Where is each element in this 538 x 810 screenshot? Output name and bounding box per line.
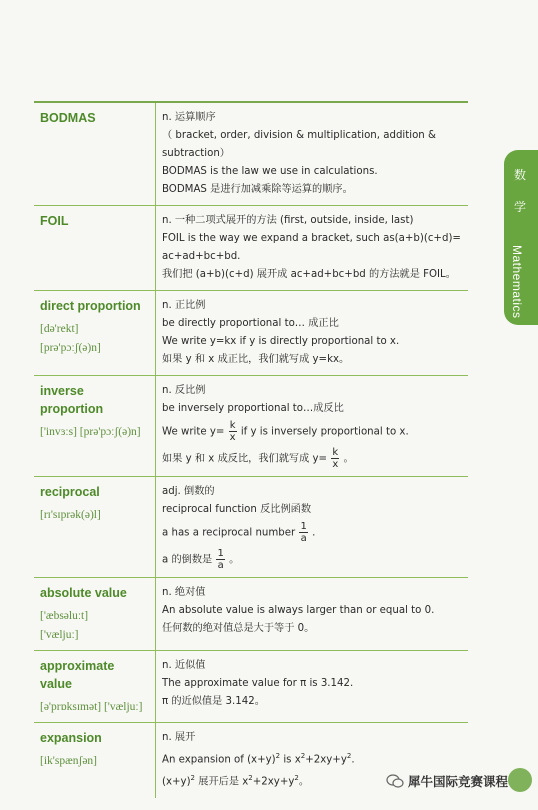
term: absolute value bbox=[40, 586, 127, 600]
side-tab-char: 学 bbox=[514, 200, 527, 214]
definition-cell bbox=[156, 376, 468, 476]
definition-cell bbox=[156, 477, 468, 577]
term: BODMAS bbox=[40, 111, 96, 125]
entry-bodmas bbox=[34, 103, 468, 206]
term: reciprocal bbox=[40, 485, 100, 499]
exponent: 2 bbox=[190, 774, 196, 783]
fraction-k-over-x bbox=[229, 420, 237, 443]
def-line: We write y=kx if y is directly proportional to x. bbox=[162, 336, 400, 347]
entry-approximate-value bbox=[34, 651, 468, 723]
term-cell bbox=[34, 206, 156, 290]
def-line bbox=[162, 548, 468, 571]
def-line: n. 一种二项式展开的方法 (first, outside, inside, last) bbox=[162, 215, 414, 226]
side-tab-label: Mathematics bbox=[510, 245, 524, 319]
watermark bbox=[386, 772, 508, 790]
exponent: 2 bbox=[300, 752, 306, 760]
exponent: 2 bbox=[294, 774, 299, 783]
term-cell bbox=[34, 651, 156, 722]
text: 。 bbox=[229, 554, 240, 566]
phonetic: [də'rekt] bbox=[40, 323, 79, 335]
text: a has a reciprocal number bbox=[162, 527, 296, 539]
entry-inverse-proportion bbox=[34, 376, 468, 477]
def-line: FOIL is the way we expand a bracket, such as(a+b)(c+d)= bbox=[162, 233, 461, 244]
term-cell bbox=[34, 103, 156, 205]
def-line: n. 绝对值 bbox=[162, 587, 206, 598]
definition-cell bbox=[156, 651, 468, 722]
def-line: n. 近似值 bbox=[162, 660, 206, 671]
phonetic: ['æbsəluːt] bbox=[40, 610, 89, 622]
term-cell bbox=[34, 578, 156, 650]
def-line bbox=[162, 447, 468, 470]
definition-cell bbox=[156, 103, 468, 205]
entry-foil bbox=[34, 206, 468, 291]
def-line: 我们把 (a+b)(c+d) 展开成 ac+ad+bc+bd 的方法就是 FOIL。 bbox=[162, 269, 456, 280]
entry-absolute-value bbox=[34, 578, 468, 651]
text: . bbox=[351, 754, 355, 766]
def-line: BODMAS is the law we use in calculations. bbox=[162, 166, 378, 177]
term-line: proportion bbox=[40, 402, 104, 416]
definition-cell bbox=[156, 206, 468, 290]
phonetic: [ə'prɒksɪmət] ['væljuː] bbox=[40, 701, 143, 713]
mathematics-side-tab bbox=[504, 150, 538, 325]
def-line bbox=[162, 420, 468, 443]
def-line: n. 反比例 bbox=[162, 385, 206, 396]
def-line: ac+ad+bc+bd. bbox=[162, 251, 241, 262]
numerator: k bbox=[332, 447, 339, 458]
def-line: reciprocal function 反比例函数 bbox=[162, 504, 312, 515]
phonetic: ['invɜːs] [prə'pɔːʃ(ə)n] bbox=[40, 426, 141, 438]
def-line: An absolute value is always larger than or equal to 0. bbox=[162, 605, 435, 616]
side-tab-char: 数 bbox=[514, 168, 527, 182]
fraction-1-over-a bbox=[299, 521, 307, 544]
text: is x bbox=[280, 754, 301, 766]
text: 。 bbox=[343, 453, 354, 465]
def-line: n. 正比例 bbox=[162, 300, 206, 311]
text: if y is inversely proportional to x. bbox=[240, 426, 409, 438]
def-line bbox=[162, 521, 468, 544]
numerator: 1 bbox=[217, 548, 224, 559]
text: a 的倒数是 bbox=[162, 554, 213, 566]
def-line: n. 展开 bbox=[162, 732, 196, 743]
def-line: be directly proportional to… 成正比 bbox=[162, 318, 339, 329]
exponent: 2 bbox=[346, 752, 352, 760]
def-line: be inversely proportional to…成反比 bbox=[162, 403, 344, 414]
term-cell bbox=[34, 723, 156, 798]
term-cell bbox=[34, 376, 156, 476]
def-line: n. 运算顺序 bbox=[162, 112, 216, 123]
phonetic: ['væljuː] bbox=[40, 629, 79, 641]
phonetic: [ik'spænʃən] bbox=[40, 755, 98, 767]
text: (x+y) bbox=[162, 776, 191, 788]
term-line: approximate bbox=[40, 659, 115, 673]
text: +2xy+y bbox=[252, 776, 295, 788]
entry-reciprocal bbox=[34, 477, 468, 578]
watermark-text: 犀牛国际竞赛课程 bbox=[408, 774, 509, 789]
def-line: 任何数的绝对值总是大于等于 0。 bbox=[162, 623, 315, 634]
phonetic: [rɪ'sɪprək(ə)l] bbox=[40, 509, 101, 521]
denominator: a bbox=[217, 560, 224, 571]
def-line: π 的近似值是 3.142。 bbox=[162, 696, 265, 707]
glossary-table bbox=[34, 101, 468, 798]
def-line: 如果 y 和 x 成正比，我们就写成 y=kx。 bbox=[162, 354, 350, 365]
text: 展开后是 x bbox=[195, 776, 249, 788]
denominator: x bbox=[229, 432, 236, 443]
term-line: value bbox=[40, 677, 72, 691]
exponent: 2 bbox=[248, 774, 253, 783]
definition-cell bbox=[156, 291, 468, 375]
numerator: 1 bbox=[300, 521, 307, 532]
term-cell bbox=[34, 477, 156, 577]
text: +2xy+y bbox=[305, 754, 347, 766]
phonetic: [prə'pɔːʃ(ə)n] bbox=[40, 342, 101, 354]
text: We write y= bbox=[162, 426, 225, 438]
def-line: BODMAS 是进行加减乘除等运算的顺序。 bbox=[162, 184, 353, 195]
text: 。 bbox=[298, 776, 310, 788]
denominator: x bbox=[332, 459, 339, 470]
term: FOIL bbox=[40, 214, 69, 228]
term-cell bbox=[34, 291, 156, 375]
page-marker bbox=[508, 768, 532, 792]
numerator: k bbox=[229, 420, 236, 431]
def-line: （ bracket, order, division & multiplication, addition & bbox=[162, 130, 436, 141]
def-line bbox=[162, 747, 468, 769]
exponent: 2 bbox=[275, 752, 281, 760]
term: expansion bbox=[40, 731, 102, 745]
text: 如果 y 和 x 成反比，我们就写成 y= bbox=[162, 453, 328, 465]
definition-cell bbox=[156, 578, 468, 650]
term: direct proportion bbox=[40, 299, 141, 313]
text: . bbox=[312, 527, 316, 539]
fraction-k-over-x bbox=[331, 447, 339, 470]
entry-direct-proportion bbox=[34, 291, 468, 376]
denominator: a bbox=[300, 533, 307, 544]
def-line: subtraction） bbox=[162, 148, 230, 159]
def-line: The approximate value for π is 3.142. bbox=[162, 678, 354, 689]
term-line: inverse bbox=[40, 384, 84, 398]
text: An expansion of (x+y) bbox=[162, 754, 276, 766]
fraction-1-over-a bbox=[216, 548, 224, 571]
def-line: adj. 倒数的 bbox=[162, 486, 215, 497]
wechat-icon bbox=[386, 774, 404, 788]
